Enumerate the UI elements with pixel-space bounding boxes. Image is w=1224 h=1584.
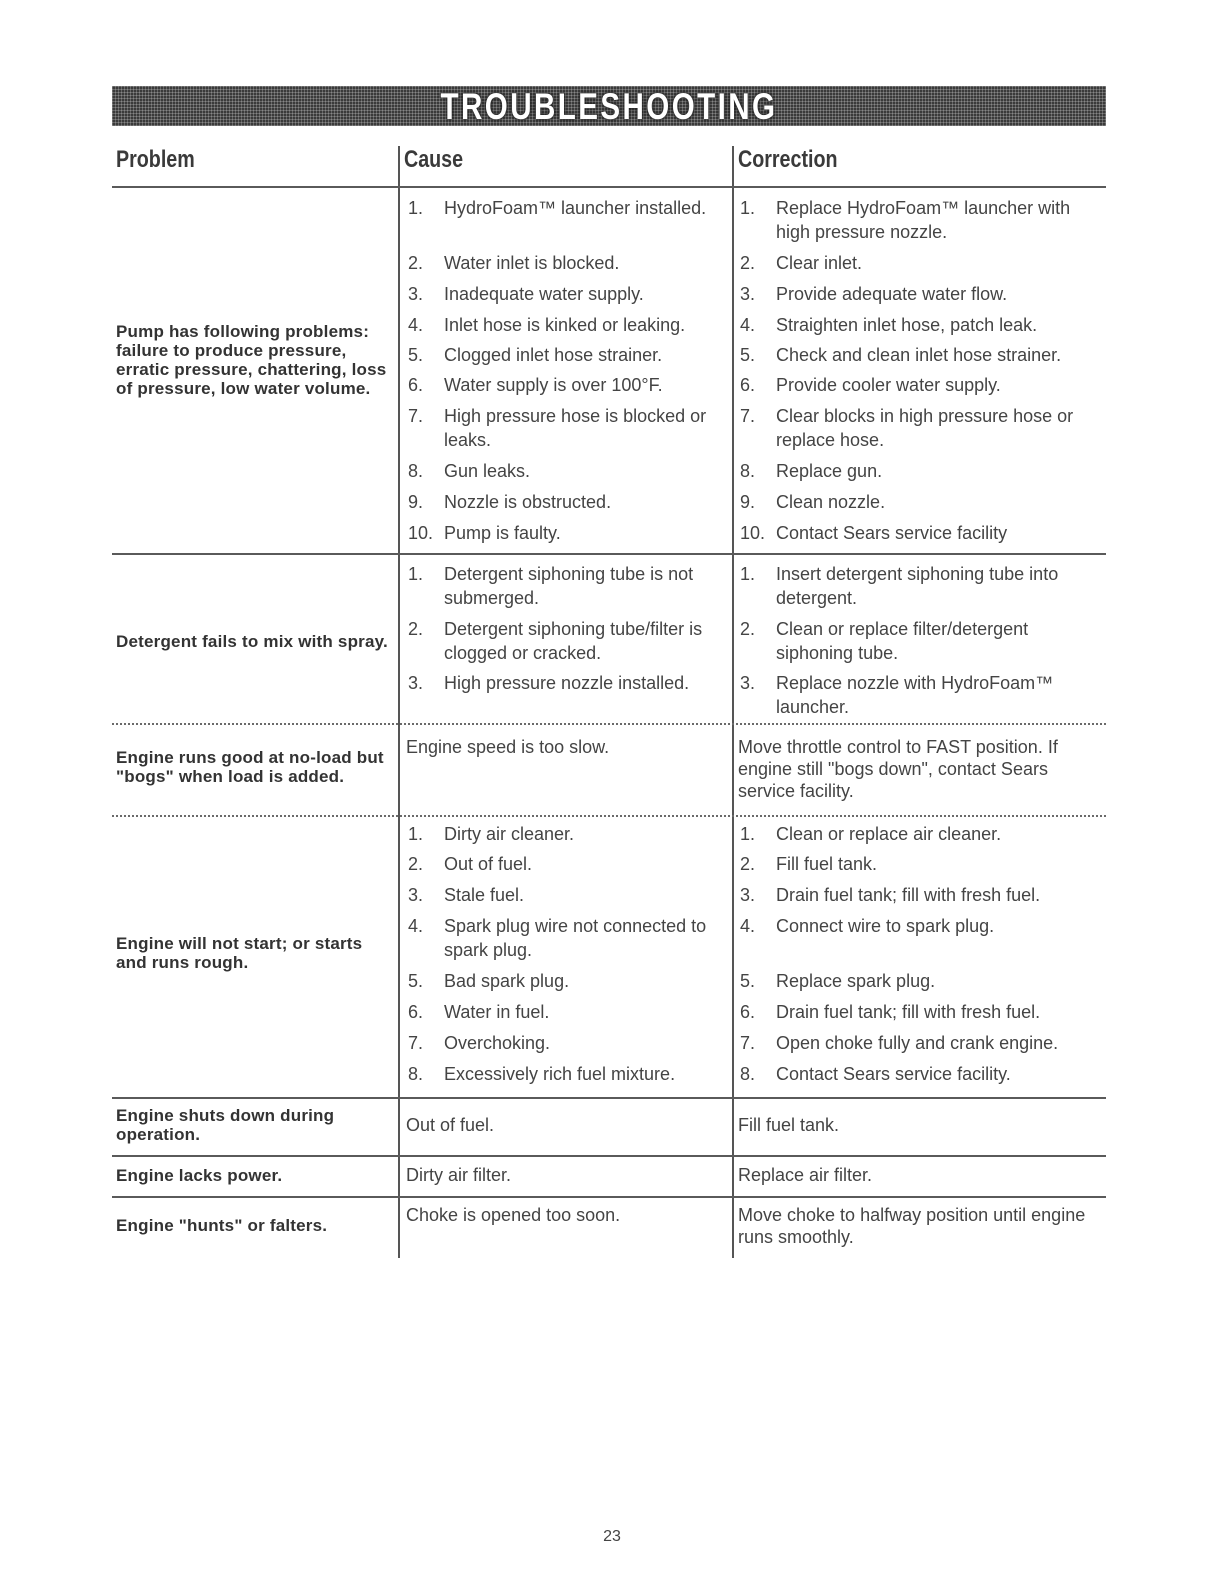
problem-engine-hunts: Engine "hunts" or falters.	[116, 1216, 328, 1235]
correction-text: Fill fuel tank.	[738, 1115, 840, 1135]
header-cause: Cause	[404, 146, 464, 173]
problem-engine-shuts-down: Engine shuts down during operation.	[116, 1106, 335, 1144]
problem-pump: Pump has following problems: failure to produce pressure, erratic pressure, chattering, loss of pressure, low water volume.	[116, 322, 387, 398]
column-divider-cause	[398, 146, 400, 1258]
row-divider	[112, 553, 1106, 555]
problem-detergent: Detergent fails to mix with spray.	[116, 632, 388, 651]
problem-engine-lacks-power: Engine lacks power.	[116, 1166, 283, 1185]
problem-engine-no-start: Engine will not start; or starts and runs rough.	[116, 934, 363, 972]
correction-text: Move choke to halfway position until engine runs smoothly.	[738, 1205, 1086, 1247]
correction-text: Move throttle control to FAST position. If engine still "bogs down", contact Sears service facility.	[738, 737, 1058, 801]
row-divider	[112, 1155, 1106, 1157]
row-divider	[112, 1196, 1106, 1198]
title-banner	[112, 86, 1106, 126]
header-problem: Problem	[116, 146, 195, 173]
cause-text: Engine speed is too slow.	[406, 737, 610, 757]
page-number: 23	[603, 1528, 621, 1545]
cause-text: Dirty air filter.	[406, 1165, 512, 1185]
problem-engine-bogs: Engine runs good at no-load but "bogs" when load is added.	[116, 748, 384, 786]
header-correction: Correction	[738, 146, 838, 173]
header-rule	[112, 186, 1106, 188]
page-title: TROUBLESHOOTING	[440, 86, 778, 127]
row-divider	[112, 1097, 1106, 1099]
column-divider-correction	[732, 146, 734, 1258]
correction-text: Replace air filter.	[738, 1165, 873, 1185]
cause-text: Out of fuel.	[406, 1115, 495, 1135]
row-divider	[112, 723, 1106, 725]
cause-text: Choke is opened too soon.	[406, 1205, 621, 1225]
row-divider	[112, 815, 1106, 817]
